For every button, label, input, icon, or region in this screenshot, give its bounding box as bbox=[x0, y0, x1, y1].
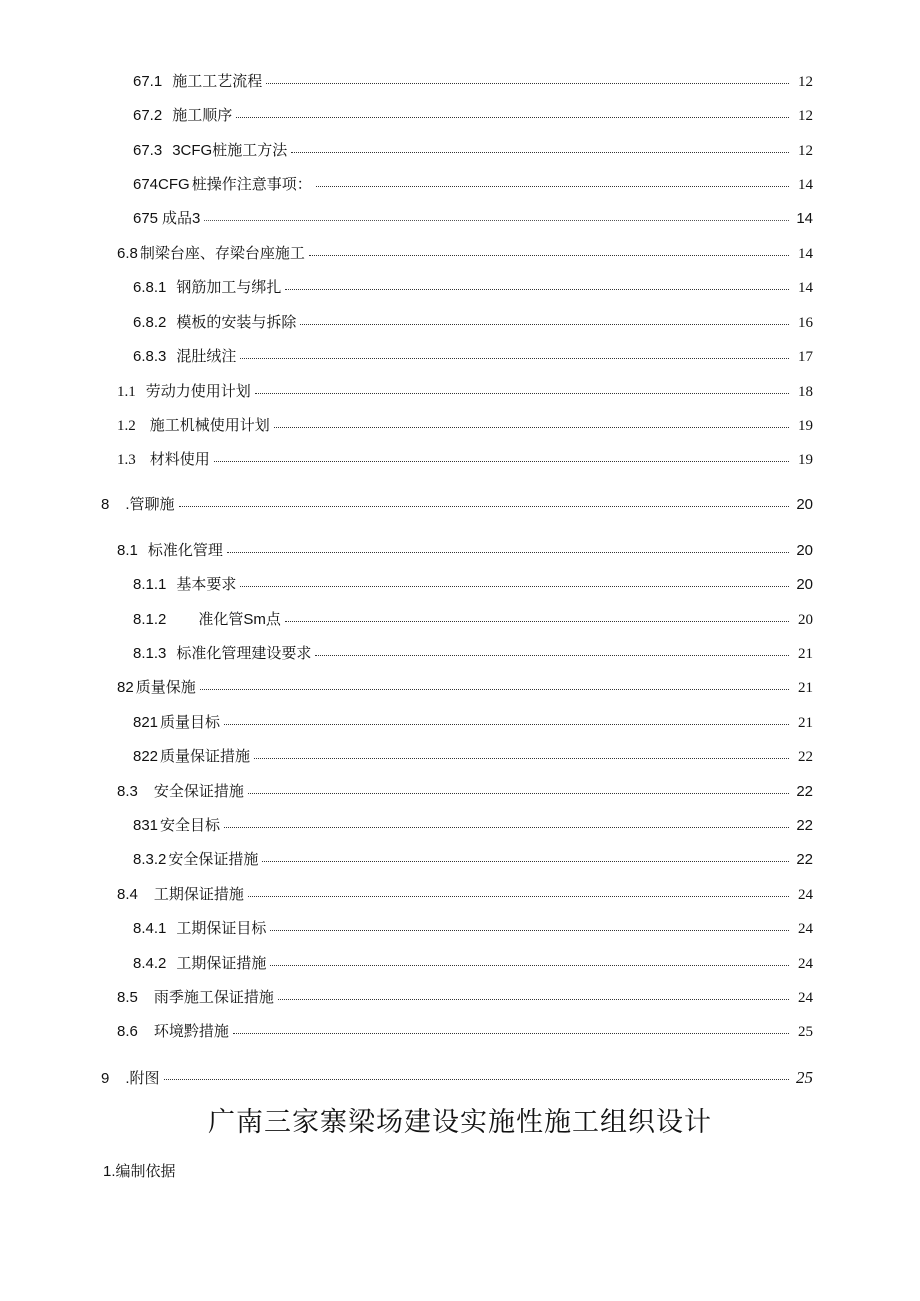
toc-entry-page: 25 bbox=[798, 1024, 813, 1040]
toc-entry-title: 安全目标 bbox=[160, 817, 221, 834]
toc-entry-title: 劳动力使用计划 bbox=[145, 383, 251, 400]
section-heading: 1.编制依据 bbox=[103, 1163, 176, 1180]
toc-entry-page: 22 bbox=[798, 749, 813, 765]
dot-leader bbox=[179, 493, 789, 507]
toc-entry-page: 22 bbox=[796, 851, 813, 868]
dot-leader bbox=[285, 276, 789, 290]
toc-entry-number: 1.1 bbox=[117, 384, 136, 400]
dot-leader bbox=[315, 642, 789, 656]
dot-leader bbox=[204, 207, 789, 221]
toc-entry-page: 20 bbox=[796, 576, 813, 593]
toc-entry-title: 混肚绒注 bbox=[176, 348, 237, 365]
dot-leader bbox=[214, 448, 789, 462]
toc-entry-title: 材料使用 bbox=[149, 451, 210, 468]
toc-entry bbox=[117, 1020, 813, 1044]
toc-entry bbox=[117, 414, 813, 438]
toc-entry-number: 8.3 bbox=[117, 783, 138, 800]
toc-entry-number: 675 bbox=[133, 210, 159, 227]
toc-entry-title: 工期保证措施 bbox=[176, 955, 267, 972]
toc-entry bbox=[117, 780, 813, 804]
toc-entry-number: 6.8.3 bbox=[133, 348, 167, 365]
toc-entry-number: 8.6 bbox=[117, 1023, 138, 1040]
toc-entry-page: 14 bbox=[798, 246, 813, 262]
dot-leader bbox=[278, 986, 789, 1000]
dot-leader bbox=[285, 608, 789, 622]
toc-entry-title: 质量目标 bbox=[160, 714, 221, 731]
toc-entry-number: 67.1 bbox=[133, 73, 163, 90]
toc-entry-page: 14 bbox=[798, 177, 813, 193]
dot-leader bbox=[164, 1066, 789, 1080]
toc-entry-title: .管聊施 bbox=[125, 496, 175, 513]
toc-entry bbox=[133, 848, 813, 872]
toc-entry-title: .附图 bbox=[125, 1070, 160, 1087]
dot-leader bbox=[240, 345, 789, 359]
toc-entry bbox=[133, 814, 813, 838]
toc-entry-title: 钢筋加工与绑扎 bbox=[176, 279, 282, 296]
toc-entry-number: 8.5 bbox=[117, 989, 138, 1006]
toc-entry bbox=[133, 173, 813, 197]
dot-leader bbox=[291, 139, 789, 153]
toc-entry-page: 20 bbox=[796, 496, 813, 513]
toc-entry-number: 67.3 bbox=[133, 142, 163, 159]
toc-entry-title: 施工顺序 bbox=[172, 107, 233, 124]
toc-entry-page: 25 bbox=[796, 1068, 813, 1087]
toc-entry bbox=[133, 311, 813, 335]
dot-leader bbox=[266, 70, 789, 84]
toc-entry-page: 21 bbox=[798, 680, 813, 696]
toc-entry bbox=[133, 952, 813, 976]
dot-leader bbox=[200, 676, 789, 690]
toc-entry-title: 质量保证措施 bbox=[160, 748, 251, 765]
toc-entry-page: 22 bbox=[796, 783, 813, 800]
toc-entry-title: 模板的安装与拆除 bbox=[176, 314, 297, 331]
dot-leader bbox=[233, 1020, 789, 1034]
toc-entry-number: 67.2 bbox=[133, 107, 163, 124]
toc-entry-page: 12 bbox=[798, 108, 813, 124]
toc-entry bbox=[133, 276, 813, 300]
toc-entry-number: 8.1.2 bbox=[133, 611, 167, 628]
toc-entry-title: 成品3 bbox=[162, 210, 201, 227]
toc-entry-page: 24 bbox=[798, 990, 813, 1006]
toc-entry-number: 1.3 bbox=[117, 452, 136, 468]
toc-entry bbox=[117, 380, 813, 404]
toc-entry-page: 12 bbox=[798, 74, 813, 90]
dot-leader bbox=[248, 780, 789, 794]
dot-leader bbox=[254, 745, 789, 759]
toc-entry-page: 20 bbox=[798, 612, 813, 628]
toc-entry-title: 安全保证措施 bbox=[168, 851, 259, 868]
dot-leader bbox=[227, 539, 789, 553]
toc-entry-title: 基本要求 bbox=[176, 576, 237, 593]
toc-entry-page: 14 bbox=[798, 280, 813, 296]
toc-entry bbox=[117, 242, 813, 266]
dot-leader bbox=[224, 711, 789, 725]
toc-entry-page: 24 bbox=[798, 921, 813, 937]
toc-entry-number: 6.8.2 bbox=[133, 314, 167, 331]
toc-entry-number: 8.1.1 bbox=[133, 576, 167, 593]
toc-entry-number: 8.4.1 bbox=[133, 920, 167, 937]
toc-entry-number: 6.8.1 bbox=[133, 279, 167, 296]
toc-entry-title: 标准化管理 bbox=[147, 542, 223, 559]
toc-entry-number: 1.2 bbox=[117, 418, 136, 434]
dot-leader bbox=[240, 573, 789, 587]
dot-leader bbox=[236, 104, 789, 118]
toc-entry bbox=[133, 745, 813, 769]
toc-entry-title: 准化管Sm点 bbox=[198, 611, 281, 628]
toc-entry-page: 12 bbox=[798, 143, 813, 159]
toc-entry bbox=[133, 104, 813, 128]
toc-entry-page: 21 bbox=[798, 646, 813, 662]
toc-entry bbox=[133, 207, 813, 231]
toc-entry-number: 8.4 bbox=[117, 886, 138, 903]
toc-entry-page: 21 bbox=[798, 715, 813, 731]
toc-entry bbox=[101, 1066, 813, 1090]
toc-entry-title: 工期保证措施 bbox=[153, 886, 244, 903]
dot-leader bbox=[316, 173, 789, 187]
toc-entry bbox=[117, 986, 813, 1010]
toc-entry-page: 22 bbox=[796, 817, 813, 834]
dot-leader bbox=[270, 917, 789, 931]
document-title: 广南三家寨梁场建设实施性施工组织设计 bbox=[208, 1107, 712, 1138]
toc-entry bbox=[133, 70, 813, 94]
toc-entry-title: 雨季施工保证措施 bbox=[153, 989, 274, 1006]
dot-leader bbox=[262, 848, 789, 862]
toc-entry-number: 8.4.2 bbox=[133, 955, 167, 972]
toc-entry-page: 17 bbox=[798, 349, 813, 365]
toc-entry-page: 19 bbox=[798, 418, 813, 434]
toc-entry-number: 8.1.3 bbox=[133, 645, 167, 662]
toc-entry-number: 9 bbox=[101, 1070, 110, 1087]
toc-entry bbox=[133, 917, 813, 941]
toc-entry-title: 桩操作注意事项： bbox=[191, 176, 312, 193]
toc-entry bbox=[133, 345, 813, 369]
toc-entry bbox=[133, 642, 813, 666]
toc-entry-page: 24 bbox=[798, 956, 813, 972]
toc-entry-number: 821 bbox=[133, 714, 159, 731]
toc-entry-number: 82 bbox=[117, 679, 134, 696]
toc-entry-page: 19 bbox=[798, 452, 813, 468]
toc-entry-number: 8.1 bbox=[117, 542, 138, 559]
dot-leader bbox=[255, 380, 789, 394]
toc-entry-title: 质量保施 bbox=[135, 679, 196, 696]
toc-entry bbox=[133, 139, 813, 163]
toc-entry-page: 18 bbox=[798, 384, 813, 400]
dot-leader bbox=[300, 311, 789, 325]
toc-entry-number: 6.8 bbox=[117, 245, 138, 262]
toc-entry-number: 822 bbox=[133, 748, 159, 765]
toc-entry bbox=[101, 493, 813, 517]
toc-entry bbox=[133, 608, 813, 632]
dot-leader bbox=[270, 952, 789, 966]
toc-entry-page: 14 bbox=[796, 210, 813, 227]
toc-entry-number: 831 bbox=[133, 817, 159, 834]
toc-entry bbox=[117, 676, 813, 700]
toc-entry-title: 施工机械使用计划 bbox=[149, 417, 270, 434]
toc-entry-page: 24 bbox=[798, 887, 813, 903]
toc-entry-title: 施工工艺流程 bbox=[172, 73, 263, 90]
toc-entry-title: 制梁台座、存梁台座施工 bbox=[139, 245, 305, 262]
toc-entry-number: 674CFG bbox=[133, 176, 190, 193]
toc-entry-title: 标准化管理建设要求 bbox=[176, 645, 312, 662]
dot-leader bbox=[274, 414, 789, 428]
toc-entry-title: 工期保证目标 bbox=[176, 920, 267, 937]
toc-entry bbox=[117, 883, 813, 907]
toc-entry-title: 安全保证措施 bbox=[153, 783, 244, 800]
toc-entry bbox=[133, 573, 813, 597]
toc-entry-page: 20 bbox=[796, 542, 813, 559]
toc-entry-number: 8.3.2 bbox=[133, 851, 167, 868]
dot-leader bbox=[224, 814, 789, 828]
toc-entry bbox=[117, 539, 813, 563]
dot-leader bbox=[248, 883, 789, 897]
toc-entry bbox=[117, 448, 813, 472]
toc-entry-title: 3CFG桩施工方法 bbox=[172, 142, 288, 159]
toc-entry-page: 16 bbox=[798, 315, 813, 331]
toc-entry-number: 8 bbox=[101, 496, 110, 513]
dot-leader bbox=[309, 242, 789, 256]
toc-entry bbox=[133, 711, 813, 735]
toc-entry-title: 环境黔措施 bbox=[153, 1023, 229, 1040]
